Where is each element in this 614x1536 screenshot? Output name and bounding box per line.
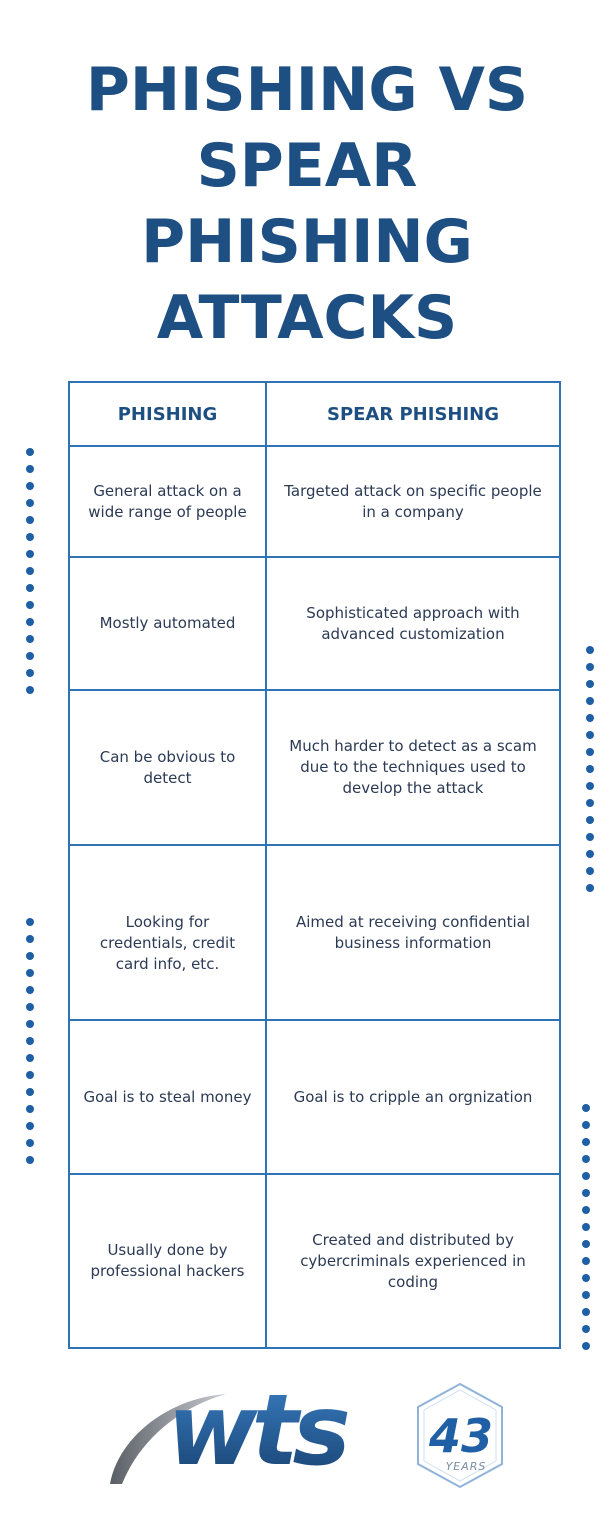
cell-spear-phishing: Created and distributed by cybercriminals experienced in coding xyxy=(266,1174,560,1348)
cell-spear-phishing: Much harder to detect as a scam due to the techniques used to develop the attack xyxy=(266,690,560,845)
title-line-2: SPEAR xyxy=(196,131,418,201)
cell-phishing: Mostly automated xyxy=(69,557,266,690)
column-header-phishing: PHISHING xyxy=(69,382,266,446)
column-header-spear-phishing: SPEAR PHISHING xyxy=(266,382,560,446)
dots-left-bottom xyxy=(26,918,34,1173)
dots-right-middle xyxy=(586,646,594,901)
table-row xyxy=(69,1020,560,1174)
table-row xyxy=(69,690,560,845)
comparison-table xyxy=(68,381,561,1349)
cell-phishing: Looking for credentials, credit card info, etc. xyxy=(69,845,266,1020)
dots-right-bottom xyxy=(582,1104,590,1359)
cell-spear-phishing: Aimed at receiving confidential business information xyxy=(266,845,560,1020)
page-title xyxy=(0,52,614,356)
cell-phishing: General attack on a wide range of people xyxy=(69,446,266,557)
table-row xyxy=(69,446,560,557)
anniversary-number: 43 xyxy=(428,1409,494,1463)
wts-logo xyxy=(108,1378,508,1498)
anniversary-label: YEARS xyxy=(445,1460,487,1473)
title-line-4: ATTACKS xyxy=(156,283,458,353)
dots-left-top xyxy=(26,448,34,703)
table-row xyxy=(69,1174,560,1348)
cell-spear-phishing: Goal is to cripple an orgnization xyxy=(266,1020,560,1174)
table-row xyxy=(69,557,560,690)
cell-phishing: Goal is to steal money xyxy=(69,1020,266,1174)
title-line-1: PHISHING VS xyxy=(85,55,529,125)
table-header-row xyxy=(69,382,560,446)
brand-wordmark: wts xyxy=(167,1378,345,1488)
cell-spear-phishing: Sophisticated approach with advanced customization xyxy=(266,557,560,690)
cell-phishing: Can be obvious to detect xyxy=(69,690,266,845)
cell-phishing: Usually done by professional hackers xyxy=(69,1174,266,1348)
table-row xyxy=(69,845,560,1020)
title-line-3: PHISHING xyxy=(141,207,473,277)
cell-spear-phishing: Targeted attack on specific people in a company xyxy=(266,446,560,557)
